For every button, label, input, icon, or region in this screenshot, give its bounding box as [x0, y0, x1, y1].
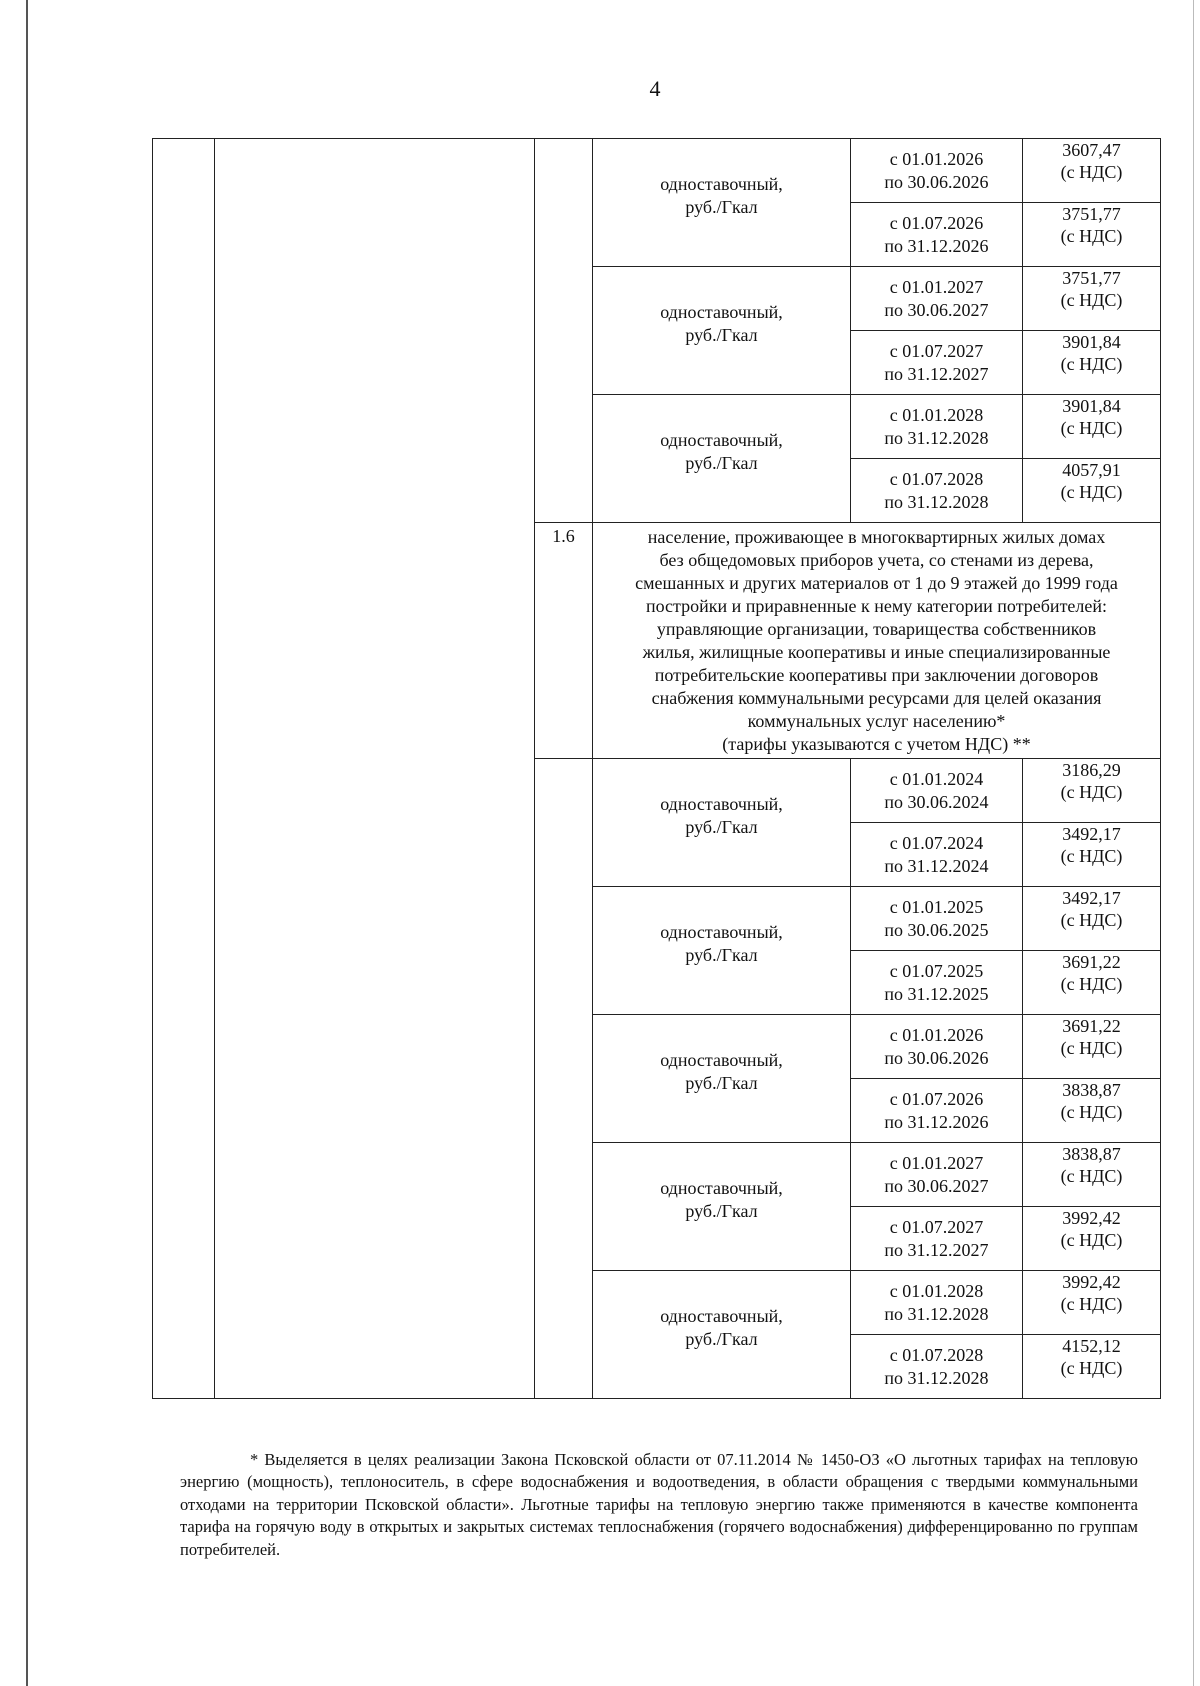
blank-cell-2 — [215, 139, 535, 1399]
price-cell: 3992,42 (с НДС) — [1023, 1207, 1161, 1271]
tariff-table — [152, 138, 1161, 1399]
period-cell: с 01.01.2027 по 30.06.2027 — [851, 267, 1023, 331]
period-cell: с 01.01.2027 по 30.06.2027 — [851, 1143, 1023, 1207]
price-cell: 3838,87 (с НДС) — [1023, 1079, 1161, 1143]
rate-type-cell: одноставочный, руб./Гкал — [593, 139, 851, 267]
price-cell: 3992,42 (с НДС) — [1023, 1271, 1161, 1335]
rate-type-cell: одноставочный, руб./Гкал — [593, 395, 851, 523]
price-cell: 3751,77 (с НДС) — [1023, 267, 1161, 331]
rate-type-cell: одноставочный, руб./Гкал — [593, 759, 851, 887]
period-cell: с 01.01.2028 по 31.12.2028 — [851, 1271, 1023, 1335]
table-row — [153, 139, 1161, 203]
rate-type-cell: одноставочный, руб./Гкал — [593, 1143, 851, 1271]
section-num-top-cell — [535, 139, 593, 523]
period-cell: с 01.07.2026 по 31.12.2026 — [851, 1079, 1023, 1143]
scan-edge-right — [1193, 0, 1194, 1686]
rate-type-cell: одноставочный, руб./Гкал — [593, 887, 851, 1015]
period-cell: с 01.07.2026 по 31.12.2026 — [851, 203, 1023, 267]
section-number: 1.6 — [535, 523, 593, 759]
price-cell: 3492,17 (с НДС) — [1023, 887, 1161, 951]
period-cell: с 01.07.2027 по 31.12.2027 — [851, 331, 1023, 395]
price-cell: 4152,12 (с НДС) — [1023, 1335, 1161, 1399]
price-cell: 3901,84 (с НДС) — [1023, 395, 1161, 459]
price-cell: 3901,84 (с НДС) — [1023, 331, 1161, 395]
price-cell: 3186,29 (с НДС) — [1023, 759, 1161, 823]
period-cell: с 01.01.2026 по 30.06.2026 — [851, 1015, 1023, 1079]
price-cell: 3691,22 (с НДС) — [1023, 1015, 1161, 1079]
scan-edge-left — [26, 0, 28, 1686]
period-cell: с 01.07.2024 по 31.12.2024 — [851, 823, 1023, 887]
period-cell: с 01.01.2028 по 31.12.2028 — [851, 395, 1023, 459]
footnote: * Выделяется в целях реализации Закона Псковской области от 07.11.2014 № 1450-ОЗ «О льготных тарифах на тепловую энергию (мощность), теплоноситель, в сфере водоснабжения и водоотведения, в области обращения с твердыми коммунальными отходами на территории Псковской области». Льготные тарифы на тепловую энергию также применяются в качестве компонента тарифа на горячую воду в открытых и закрытых системах теплоснабжения (горячего водоснабжения) дифференцированно по группам потребителей. — [180, 1449, 1138, 1559]
period-cell: с 01.01.2025 по 30.06.2025 — [851, 887, 1023, 951]
period-cell: с 01.01.2024 по 30.06.2024 — [851, 759, 1023, 823]
rate-type-cell: одноставочный, руб./Гкал — [593, 267, 851, 395]
price-cell: 3751,77 (с НДС) — [1023, 203, 1161, 267]
price-cell: 3492,17 (с НДС) — [1023, 823, 1161, 887]
blank-cell-1 — [153, 139, 215, 1399]
rate-type-cell: одноставочный, руб./Гкал — [593, 1015, 851, 1143]
period-cell: с 01.07.2028 по 31.12.2028 — [851, 459, 1023, 523]
price-cell: 3691,22 (с НДС) — [1023, 951, 1161, 1015]
section-description: население, проживающее в многоквартирных жилых домах без общедомовых приборов учета, со стенами из дерева, смешанных и других материалов от 1 до 9 этажей до 1999 года постройки и приравненные к нему категории потребителей: управляющие организации, товарищества собственников жилья, жилищные кооперативы и иные специализированные потребительские кооперативы при заключении договоров снабжения коммунальными ресурсами для целей оказания коммунальных услуг населению* (тарифы указываются с учетом НДС) ** — [593, 523, 1161, 759]
section-num-bottom-cell — [535, 759, 593, 1399]
price-cell: 4057,91 (с НДС) — [1023, 459, 1161, 523]
period-cell: с 01.07.2027 по 31.12.2027 — [851, 1207, 1023, 1271]
price-cell: 3838,87 (с НДС) — [1023, 1143, 1161, 1207]
page-number: 4 — [649, 76, 661, 101]
period-cell: с 01.07.2025 по 31.12.2025 — [851, 951, 1023, 1015]
rate-type-cell: одноставочный, руб./Гкал — [593, 1271, 851, 1399]
price-cell: 3607,47 (с НДС) — [1023, 139, 1161, 203]
period-cell: с 01.07.2028 по 31.12.2028 — [851, 1335, 1023, 1399]
period-cell: с 01.01.2026 по 30.06.2026 — [851, 139, 1023, 203]
